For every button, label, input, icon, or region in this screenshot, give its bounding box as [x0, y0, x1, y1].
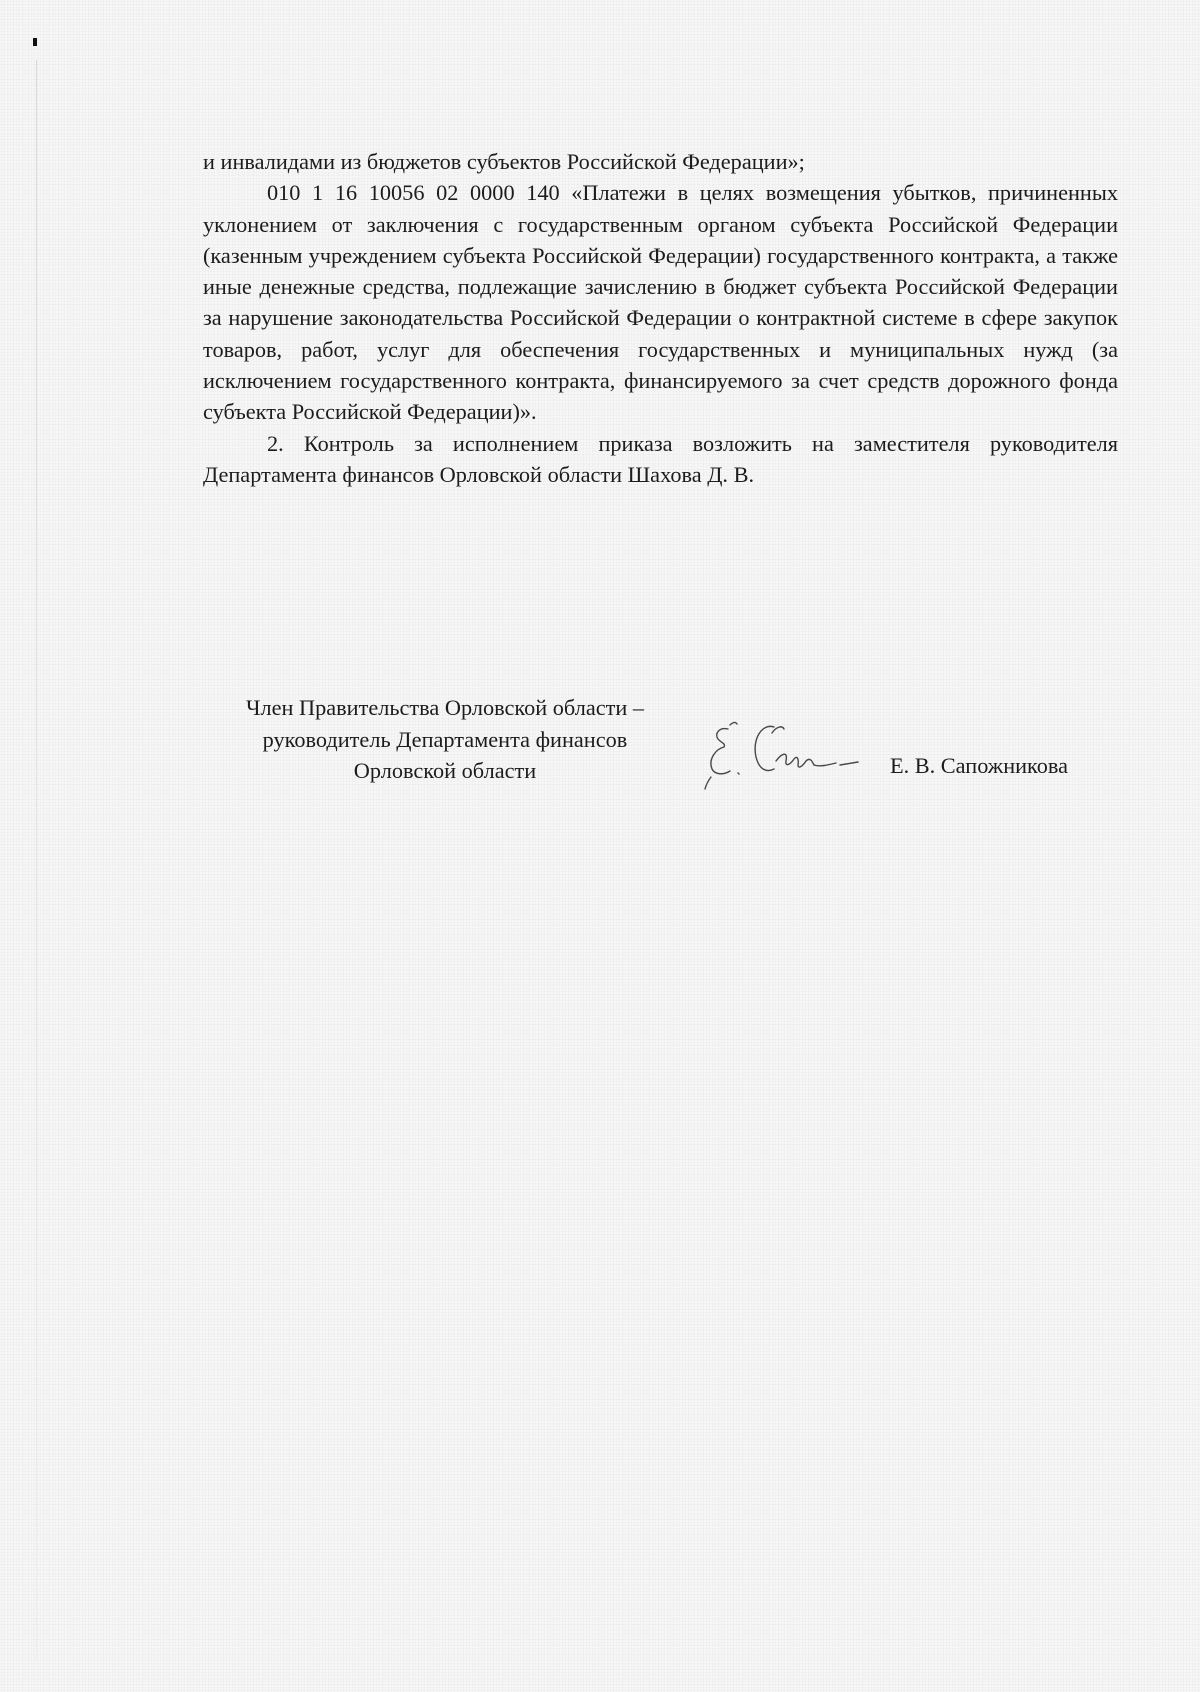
paragraph-control-clause: 2. Контроль за исполнением приказа возложить на заместителя руководителя Департамента финансов Орловской области Шахова Д. В.: [203, 430, 1118, 487]
document-body: [203, 146, 1118, 490]
paragraph-continuation: и инвалидами из бюджетов субъектов Российской Федерации»;: [203, 149, 805, 174]
position-line-2: руководитель Департамента финансов: [262, 726, 628, 752]
position-line-3: Орловской области: [353, 758, 537, 784]
scan-mark: [33, 38, 37, 46]
scan-edge: [36, 60, 37, 1660]
signer-name: Е. В. Сапожникова: [890, 753, 1069, 778]
handwritten-signature: [702, 715, 872, 795]
position-line-1: Член Правительства Орловской области –: [245, 695, 645, 720]
signatory-position: [200, 692, 690, 787]
paragraph-budget-code: 010 1 16 10056 02 0000 140 «Платежи в целях возмещения убытков, причиненных уклонением от заключения с государственным органом субъекта Российской Федерации (казенным учреждением субъекта Российской Федерации) государственного контракта, а также иные денежные средства, подлежащие зачислению в бюджет субъекта Российской Федерации за нарушение законодательства Российской Федерации о контрактной системе в сфере закупок товаров, работ, услуг для обеспечения государственных и муниципальных нужд (за исключением государственного контракта, финансируемого за счет средств дорожного фонда субъекта Российской Федерации)».: [203, 180, 1118, 425]
